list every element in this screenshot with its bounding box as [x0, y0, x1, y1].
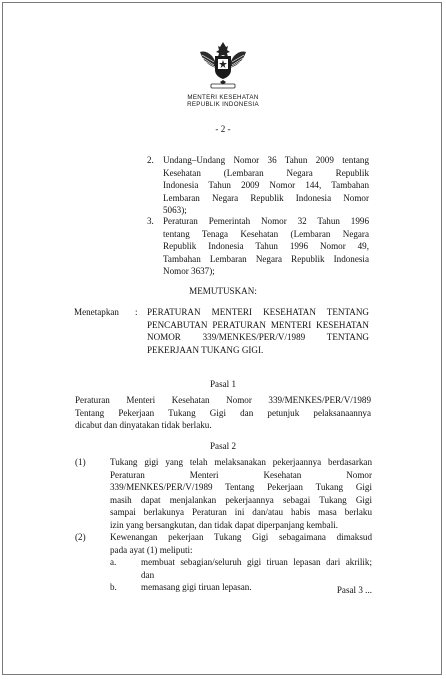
decision-text: PERATURAN MENTERI KESEHATAN TENTANG PENCABUTAN PERATURAN MENTERI KESEHATAN NOMOR 339/MENKES/PER/V/1989 TENTANG PEKERJAAN TUKANG GIGI.	[147, 307, 369, 355]
paragraph-number: (2)	[75, 532, 86, 542]
consideration-number: 3.	[147, 216, 154, 226]
consideration-text: Undang–Undang Nomor 36 Tahun 2009 tentang Kesehatan (Lembaran Negara Republik Indonesia Tahun 2009 Nomor 144, Tambahan Lembaran Negara Republik Indonesia Nomor 5063);	[163, 155, 369, 216]
article-title: Pasal 2	[209, 441, 237, 451]
consideration-text: Peraturan Pemerintah Nomor 32 Tahun 1996 tentang Tenaga Kesehatan (Lembaran Negara Republik Indonesia Tahun 1996 Nomor 49, Tambahan Lembaran Negara Republik Indonesia Nomor 3637);	[163, 216, 369, 277]
paragraph-text: Tukang gigi yang telah melaksanakan pekerjaannya berdasarkan Peraturan Menteri Kesehatan Nomor 339/MENKES/PER/V/1989 Tentang Pekerjaan Tukang Gigi masih dapat menjalankan pekerjaannya sebagai Tukang Gigi sampai berlakunya Peraturan ini dan/atau habis masa berlaku izin yang bersangkutan, dan tidak dapat diperpanjang kembali.	[110, 457, 372, 530]
sub-item-text: membuat sebagian/seluruh gigi tiruan lepasan dari akrilik; dan	[141, 557, 372, 580]
sub-item-text: memasang gigi tiruan lepasan.	[141, 582, 252, 592]
sub-item-letter: b.	[110, 582, 117, 592]
garuda-emblem-icon	[198, 38, 248, 90]
article-body: Peraturan Menteri Kesehatan Nomor 339/MENKES/PER/V/1989 Tentang Pekerjaan Tukang Gigi dan petunjuk pelaksanaannya dicabut dan dinyatakan tidak berlaku.	[75, 395, 371, 431]
sub-item-letter: a.	[110, 557, 117, 567]
decision-colon: :	[135, 307, 138, 317]
decision-label: Menetapkan	[74, 307, 119, 317]
consideration-number: 2.	[147, 155, 154, 165]
ministry-name: MENTERI KESEHATAN	[187, 94, 259, 101]
paragraph-text: Kewenangan pekerjaan Tukang Gigi sebagaimana dimaksud pada ayat (1) meliputi:	[110, 532, 372, 555]
page-continuation: Pasal 3 ...	[336, 585, 372, 595]
decision-heading: MEMUTUSKAN:	[189, 286, 257, 296]
paragraph-number: (1)	[75, 457, 86, 467]
ministry-country: REPUBLIK INDONESIA	[187, 101, 259, 108]
page-number: - 2 -	[215, 124, 231, 134]
article-title: Pasal 1	[209, 379, 237, 389]
